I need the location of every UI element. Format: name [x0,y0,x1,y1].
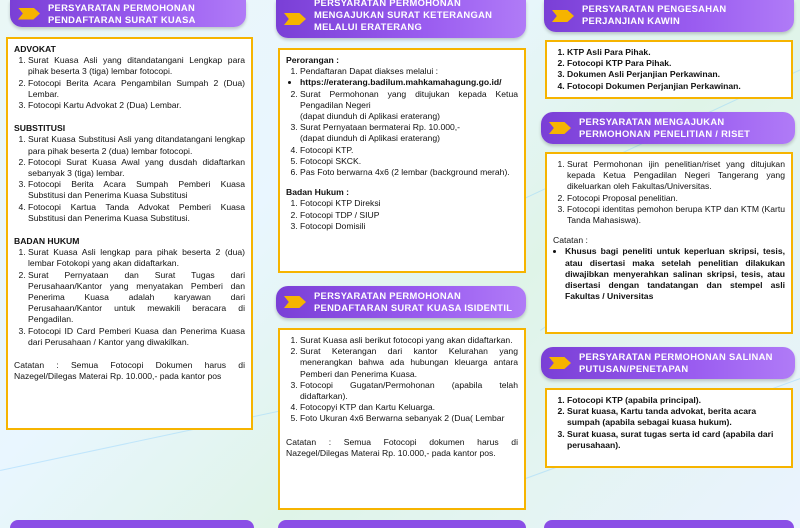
list-item: 2. Surat Keterangan dari kantor Kelurahan yang menerangkan bahwa ada hubungan kleuarga antara Pemberi dan Penerima Kuasa. [300,346,518,380]
list-item: 3. Fotocopi ID Card Pemberi Kuasa dan Penerima Kuasa dari Perusahaan / Kantor yang diwakilkan. [28,326,245,348]
list-item: 2. Fotocopi Proposal penelitian. [567,193,785,204]
list-item: 2. Surat kuasa, Kartu tanda advokat, berita acara sumpah (apabila sebagai kuasa hukum). [567,406,785,428]
list-item: 2. Fotocopi TDP / SIUP [300,210,518,221]
header-line: PERSYARATAN PERMOHONAN [314,0,462,8]
advokat-list [14,55,245,111]
list-item: 5. Foto Ukuran 4x6 Berwarna sebanyak 2 (Dua( Lembar [300,413,518,424]
header-line: PERSYARATAN MENGAJUKAN [579,116,725,127]
list-item: 2. Fotocopi KTP Para Pihak. [567,58,785,69]
header-line: PENDAFTARAN SURAT KUASA ISIDENTIL [314,302,513,313]
header-line: PUTUSAN/PENETAPAN [579,363,689,374]
section-title: BADAN HUKUM [14,236,80,247]
header-line: PERSYARATAN PERMOHONAN [48,2,196,13]
riset-list [553,159,785,226]
list-item: 3. Fotocopi identitas pemohon berupa KTP dan KTM (Kartu Tanda Mahasiswa). [567,204,785,226]
substitusi-list [14,134,245,224]
list-item: 1. KTP Asli Para Pihak. [567,47,785,58]
box-perjanjian-kawin [545,40,793,99]
list-item-text: Surat Permohonan yang ditujukan kepada Ketua Pengadilan Negeri [300,88,518,110]
badan-hukum-list [14,247,245,348]
header-salinan-putusan [541,347,795,379]
badan-list [286,198,518,232]
list-item-sub: (dapat diunduh di Aplikasi eraterang) [300,133,440,144]
header-line: PERSYARATAN PERMOHONAN SALINAN [579,351,773,362]
list-item-text: Surat Pernyataan bermaterai Rp. 10.000,- [300,122,461,133]
footer-tab [544,520,794,528]
list-item: 3. Fotocopi Gugatan/Permohonan (apabila telah didaftarkan). [300,380,518,402]
section-title: ADVOKAT [14,44,56,54]
catatan-text: Catatan : Semua Fotocopi Dokumen harus di Nazegel/Dilegas Materai Rp. 10.000,- pada kantor pos [14,360,245,382]
list-item: 1. Surat Kuasa Substitusi Asli yang ditandatangani lengkap para pihak beserta 2 (dua) lembar fotocopi. [28,134,245,156]
perorangan-title: Perorangan : [286,55,340,65]
header-line: PERSYARATAN PERMOHONAN [314,290,462,301]
list-item: 1. Pendaftaran Dapat diakses melalui : [300,66,518,77]
list-item: 1. Fotocopi KTP Direksi [300,198,518,209]
list-item: 3. Dokumen Asli Perjanjian Perkawinan. [567,69,785,80]
box-surat-kuasa [6,37,253,430]
list-item: 3. Surat kuasa, surat tugas serta id card (apabila dari perusahaan). [567,429,785,451]
list-item [300,89,518,123]
list-item: 5. Fotocopi SKCK. [300,156,518,167]
riset-catatan-list [553,246,785,302]
header-pendaftaran-surat-kuasa [10,0,246,27]
footer-tab [10,520,254,528]
header-line: PERJANJIAN KAWIN [582,15,681,26]
kawin-list [553,47,785,92]
list-item: 4. Fotocopi Kartua Tanda Advokat Pemberi Kuasa Substitusi dan Penerima Kuasa Substitusi. [28,202,245,224]
list-item: 1. Surat Kuasa Asli yang ditandatangani Lengkap para pihak beserta 3 (tiga) lembar fotocopi. [28,55,245,77]
catatan-text: Catatan : Semua Fotocopi dokumen harus di Nazegel/Dilegas Materai Rp. 10.000,- pada kantor pos. [286,436,518,458]
list-item: 1. Fotocopi KTP (apabila principal). [567,395,785,406]
list-item: 3. Fotocopi Kartu Advokat 2 (Dua) Lembar. [28,100,245,111]
badan-title: Badan Hukum : [286,187,350,198]
list-item: 3. Fotocopi Berita Acara Sumpah Pemberi Kuasa Substitusi dan Penerima Kuasa Substitusi [28,179,245,201]
catatan-title: Catatan : [553,235,588,246]
header-line: PENDAFTARAN SURAT KUASA [48,14,196,25]
box-salinan-putusan [545,388,793,468]
footer-tab [278,520,526,528]
salinan-list [553,395,785,451]
perorangan-list-cont [286,89,518,179]
eraterang-link[interactable]: • https://eraterang.badilum.mahkamahagung.go.id/ [300,77,518,88]
header-line: PERSYARATAN PENGESAHAN [582,3,727,14]
list-item-sub: (dapat diunduh di Aplikasi eraterang) [300,111,440,122]
header-surat-kuasa-isidentil [276,286,526,318]
box-surat-keterangan [278,48,526,273]
list-item: 6. Pas Foto berwarna 4x6 (2 lembar (background merah). [300,167,518,178]
list-item: 2. Fotocopi Berita Acara Pengambilan Sumpah 2 (Dua) Lembar. [28,78,245,100]
header-perjanjian-kawin [544,0,794,32]
list-item: 2. Fotocopi Surat Kuasa Awal yang dusdah didaftarkan sebanyak 3 (tiga) lembar. [28,157,245,179]
list-item: 1. Surat Permohonan ijin penelitian/riset yang ditujukan kepada Ketua Pengadilan Negeri Tangerang yang dikeluarkan oleh Fakultas/Universitas. [567,159,785,193]
header-line: MENGAJUKAN SURAT KETERANGAN [314,9,493,20]
section-title: SUBSTITUSI [14,123,66,134]
list-item: 2. Surat Pernyataan dan Surat Tugas dari Perusahaan/Kantor yang menyatakan Pemberi dan Penerima Kuasa adalah karyawan dari Perusahaan/Kantor untuk mewakili beracara di Pengadilan. [28,270,245,326]
list-item: 3. Fotocopi Domisili [300,221,518,232]
header-surat-keterangan [276,0,526,38]
box-penelitian-riset [545,152,793,334]
list-item: 4. Fotocopi Dokumen Perjanjian Perkawinan. [567,81,785,92]
perorangan-list [286,66,518,77]
list-item: 4. Fotocopyi KTP dan Kartu Keluarga. [300,402,518,413]
isidentil-list [286,335,518,425]
box-surat-kuasa-isidentil [278,328,526,510]
link-list [286,77,518,88]
header-line: PERMOHONAN PENELITIAN / RISET [579,128,751,139]
list-item [300,122,518,144]
header-line: MELALUI ERATERANG [314,21,423,32]
list-item: 1. Surat Kuasa Asli lengkap para pihak beserta 2 (dua) lembar Fotokopi yang akan didaftarkan. [28,247,245,269]
list-item: • Khusus bagi peneliti untuk keperluan skripsi, tesis, atau disertasi maka setelah penelitian dilakukan diwajibkan menyerahkan salinan skripsi, tesis, atau disertasi dengan tandatangan dan stempel asli Fakultas / Universitas [565,246,785,302]
list-item: 1. Surat Kuasa asli berikut fotocopi yang akan didaftarkan. [300,335,518,346]
list-item: 4. Fotocopi KTP. [300,145,518,156]
header-penelitian-riset [541,112,795,144]
